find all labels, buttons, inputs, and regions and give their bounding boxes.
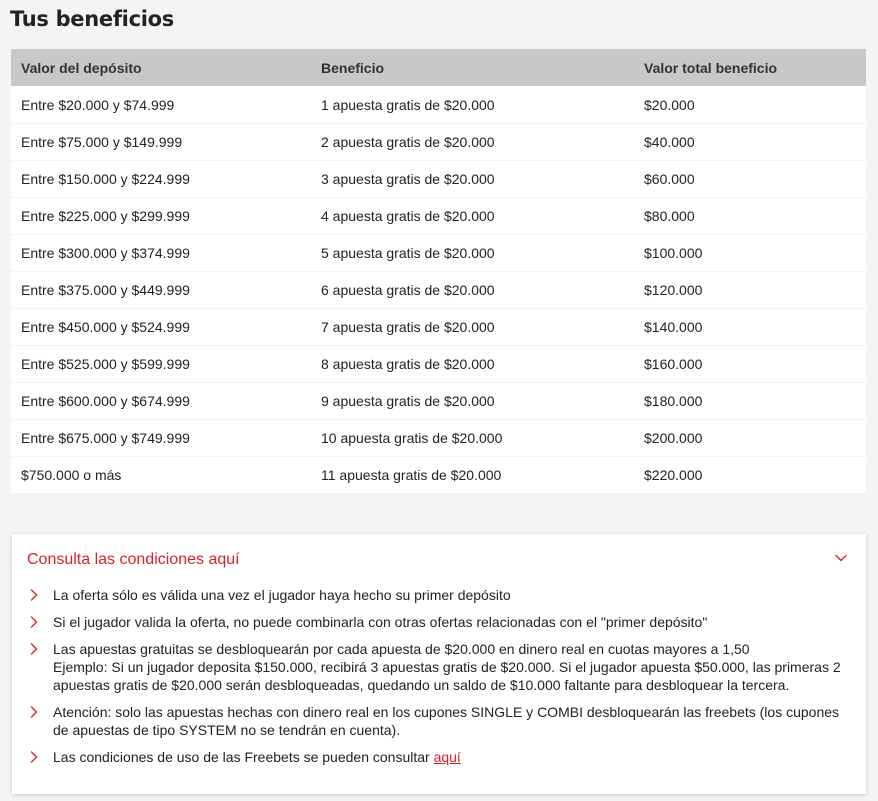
condition-text: Si el jugador valida la oferta, no puede combinarla con otras ofertas relacionadas con el "primer depósito"	[53, 614, 708, 630]
table-row	[11, 86, 866, 123]
benefit-cell: 8 apuesta gratis de $20.000	[311, 345, 634, 382]
condition-text: Atención: solo las apuestas hechas con dinero real en los cupones SINGLE y COMBI desbloquearán las freebets (los cupones de apuestas de tipo SYSTEM no se tendrán en cuenta).	[53, 704, 840, 738]
deposit-cell: Entre $20.000 y $74.999	[11, 86, 311, 123]
deposit-cell: Entre $525.000 y $599.999	[11, 345, 311, 382]
total-cell: $140.000	[634, 308, 866, 345]
total-cell: $40.000	[634, 123, 866, 160]
column-header-total: Valor total beneficio	[634, 49, 866, 86]
condition-text: Las condiciones de uso de las Freebets se pueden consultar	[53, 749, 434, 765]
table-row	[11, 271, 866, 308]
total-cell: $80.000	[634, 197, 866, 234]
table-body	[11, 86, 866, 493]
benefit-cell: 4 apuesta gratis de $20.000	[311, 197, 634, 234]
table-row	[11, 308, 866, 345]
total-cell: $160.000	[634, 345, 866, 382]
conditions-title: Consulta las condiciones aquí	[27, 551, 240, 568]
chevron-right-icon	[27, 588, 41, 602]
total-cell: $180.000	[634, 382, 866, 419]
table-row	[11, 419, 866, 456]
chevron-right-icon	[27, 750, 41, 764]
table-row	[11, 160, 866, 197]
total-cell: $100.000	[634, 234, 866, 271]
chevron-right-icon	[27, 705, 41, 719]
table-row	[11, 197, 866, 234]
table-row	[11, 345, 866, 382]
page-title: Tus beneficios	[10, 7, 174, 31]
deposit-cell: Entre $375.000 y $449.999	[11, 271, 311, 308]
chevron-right-icon	[27, 615, 41, 629]
deposit-cell: Entre $225.000 y $299.999	[11, 197, 311, 234]
total-cell: $200.000	[634, 419, 866, 456]
benefit-cell: 7 apuesta gratis de $20.000	[311, 308, 634, 345]
total-cell: $120.000	[634, 271, 866, 308]
table-row	[11, 456, 866, 493]
condition-text: Las apuestas gratuitas se desbloquearán por cada apuesta de $20.000 en dinero real en cuotas mayores a 1,50	[53, 641, 750, 657]
conditions-panel	[12, 534, 866, 794]
benefit-cell: 6 apuesta gratis de $20.000	[311, 271, 634, 308]
benefit-cell: 5 apuesta gratis de $20.000	[311, 234, 634, 271]
table-header	[11, 49, 866, 86]
benefit-cell: 1 apuesta gratis de $20.000	[311, 86, 634, 123]
deposit-cell: Entre $450.000 y $524.999	[11, 308, 311, 345]
condition-item	[27, 640, 857, 694]
benefit-cell: 3 apuesta gratis de $20.000	[311, 160, 634, 197]
table-row	[11, 382, 866, 419]
deposit-cell: $750.000 o más	[11, 456, 311, 493]
deposit-cell: Entre $675.000 y $749.999	[11, 419, 311, 456]
condition-item	[27, 703, 857, 739]
chevron-down-icon	[834, 551, 848, 565]
condition-text: La oferta sólo es válida una vez el jugador haya hecho su primer depósito	[53, 587, 511, 603]
total-cell: $60.000	[634, 160, 866, 197]
condition-item	[27, 613, 857, 631]
deposit-cell: Entre $300.000 y $374.999	[11, 234, 311, 271]
freebets-conditions-link[interactable]: aquí	[433, 749, 461, 765]
benefit-cell: 2 apuesta gratis de $20.000	[311, 123, 634, 160]
chevron-right-icon	[27, 642, 41, 656]
total-cell: $20.000	[634, 86, 866, 123]
condition-item	[27, 748, 857, 766]
benefit-cell: 9 apuesta gratis de $20.000	[311, 382, 634, 419]
condition-example-text: Ejemplo: Si un jugador deposita $150.000, recibirá 3 apuestas gratis de $20.000. Si el jugador apuesta $50.000, las primeras 2 apuestas gratis de $20.000 serán desbloqueadas, quedando un saldo de $10.000 faltante para desbloquear la tercera.	[53, 659, 841, 693]
column-header-benefit: Beneficio	[311, 49, 634, 86]
conditions-toggle[interactable]	[27, 548, 852, 572]
deposit-cell: Entre $75.000 y $149.999	[11, 123, 311, 160]
deposit-cell: Entre $150.000 y $224.999	[11, 160, 311, 197]
conditions-list	[27, 586, 857, 775]
benefit-cell: 10 apuesta gratis de $20.000	[311, 419, 634, 456]
table-row	[11, 123, 866, 160]
table-row	[11, 234, 866, 271]
benefits-table	[11, 49, 866, 493]
deposit-cell: Entre $600.000 y $674.999	[11, 382, 311, 419]
total-cell: $220.000	[634, 456, 866, 493]
benefit-cell: 11 apuesta gratis de $20.000	[311, 456, 634, 493]
column-header-deposit: Valor del depósito	[11, 49, 311, 86]
condition-item	[27, 586, 857, 604]
table-header-row	[11, 49, 866, 86]
